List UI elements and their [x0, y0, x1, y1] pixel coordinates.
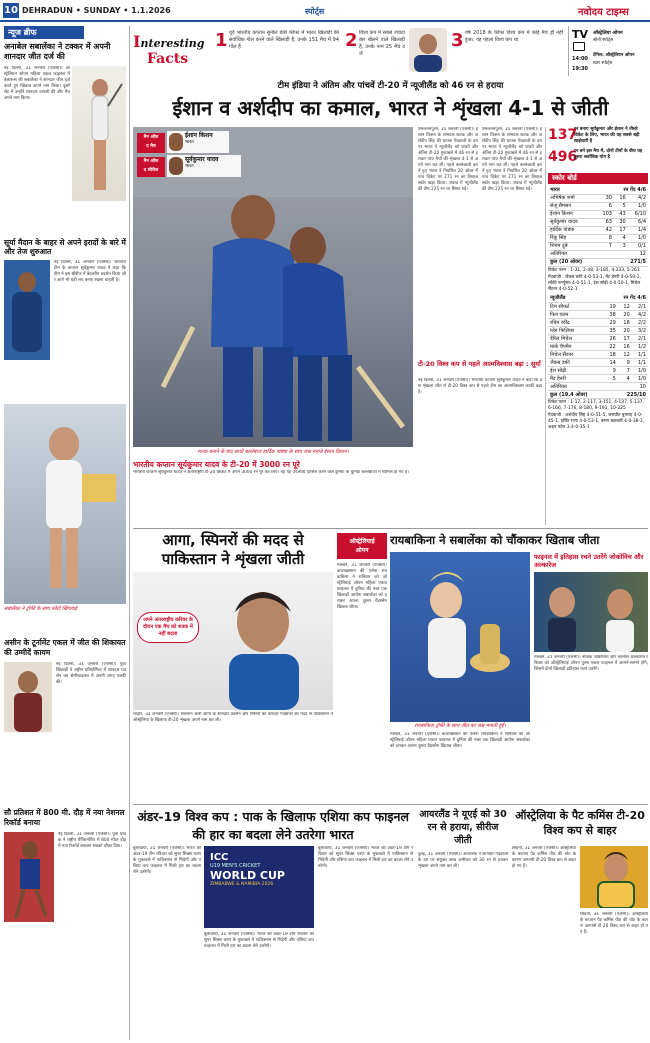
badge1-line2: द मैच [146, 144, 156, 149]
main-kicker: टीम इंडिया ने अंतिम और पांचवें टी-20 में न्यूजीलैंड को 46 रन से हराया [277, 81, 504, 91]
nz-scorecard [548, 295, 648, 400]
nz-cell: 1/0 [632, 375, 648, 383]
brief2-headline: सूर्या मैदान के बाहर से अपने इरादों के बारे में और तेज शुरुआत [4, 238, 126, 256]
name1: ईशान किशन [185, 132, 213, 139]
india-cell: 4/2 [628, 194, 648, 202]
nz-row [548, 311, 648, 319]
nz-cell: 16 [618, 343, 632, 351]
nz-cell: 1/2 [632, 343, 648, 351]
tennis-headline: रायबाकिना ने सबालेंका को चौंकाकर खिताब जीता [390, 533, 600, 547]
tennis-caption: रायबाकिना ट्रॉफी के साथ जीत का जश्न मनाती हुईं। [414, 723, 506, 729]
india-row [548, 202, 648, 210]
aus-body-col2: सिडनी, 31 जनवरी (एजेंसी)। ऑस्ट्रेलिया के कप्तान पैट कमिंस पीठ की चोट के कारण आगामी टी-20 विश्व कप से बाहर हो गए हैं। [580, 912, 648, 935]
tv-icon [573, 42, 585, 51]
facts-title: nteresting [140, 37, 205, 50]
u19-logo-host: ZIMBABWE & NAMIBIA 2026 [210, 882, 274, 887]
india-cell: 1/0 [628, 202, 648, 210]
nz-cell: ग्लेन फिलिप्स [548, 327, 604, 335]
tv-time2: 19:30 [572, 66, 588, 72]
india-cell: ईशान किशन [548, 210, 596, 218]
main-photo-caption: शतक बनाने के बाद साथी बल्लेबाज हार्दिक पांड्या के साथ जश्न मनाते ईशान किशन। [197, 449, 349, 455]
nz-cell: ईश सोढ़ी [548, 367, 604, 375]
name2: सूर्यकुमार यादव [185, 156, 219, 163]
page-number: 10 [4, 5, 18, 16]
stat1-text: रन बनाए सूर्यकुमार और ईशान ने तीसरे विकेट के लिए, भारत की यह सबसे बड़ी साझेदारी है [574, 127, 640, 144]
nz-cell: 35 [604, 327, 618, 335]
india-fow: विकेट पतन : 1-31, 2-48, 3-185, 4-233, 5-261 [548, 267, 640, 273]
tv-line1: ऑस्ट्रेलिया ओपन [593, 31, 623, 36]
tv-line2: सोनी स्पोर्ट्स [593, 38, 614, 43]
facts-title2: Facts [147, 51, 189, 67]
nz-cell: 19 [604, 303, 618, 311]
fact2-text: विश्व कप में सबसे ज्यादा बार खेलने वाले खिलाड़ी हैं, उनके नाम 25 मैच दर्ज [359, 30, 405, 57]
nz-cell: 3/2 [632, 327, 648, 335]
section-title: स्पोर्ट्स [305, 7, 325, 16]
tv-label: TV [572, 28, 589, 41]
nz-cell: 1/1 [632, 351, 648, 359]
nz-cell: मैट हेनरी [548, 375, 604, 383]
nz-cell: 1/0 [632, 367, 648, 375]
badge2-line2: द सीरीज [143, 168, 159, 173]
nz-cell: 18 [618, 319, 632, 327]
brief2-caption: सबालेंका ने ट्रॉफी के साथ फोटो खिंचवाई [4, 606, 78, 612]
nz-cell: 5 [604, 375, 618, 383]
aus-photo [580, 846, 648, 908]
india-cell: संजू सैमसन [548, 202, 596, 210]
brief-header: न्यूज ब्रीफ [4, 26, 84, 39]
tennis-tag [337, 533, 387, 559]
nz-cell: 9 [618, 359, 632, 367]
stat2-text: रन बने इस मैच में, दोनों टीमों के बीच यह दूसरा सर्वाधिक योग है [574, 149, 643, 160]
india-cell: 17 [614, 226, 628, 234]
pak-note: अपने अंतरराष्ट्रीय करियर के दौरान एक मैच को शतक में नहीं बदला [137, 612, 199, 643]
nz-cell: 2/1 [632, 303, 648, 311]
nz-cell: 7 [618, 367, 632, 375]
india-row [548, 242, 648, 250]
aus-headline: ऑस्ट्रेलिया के पैट कमिंस टी-20 विश्व कप से बाहर [515, 809, 645, 837]
india-cell: 5 [614, 202, 628, 210]
india-row [548, 234, 648, 242]
nz-head: न्यूजीलैंड [548, 295, 604, 303]
ireland-headline: आयरलैंड ने यूएई को 30 रन से हराया, सीरीज जीती [419, 809, 507, 846]
india-cell: 16 [614, 194, 628, 202]
tennis-photo [390, 552, 530, 722]
badge1 [137, 133, 165, 153]
total-value: 271/5 [596, 258, 648, 266]
india-row [548, 226, 648, 234]
nz-cell: 26 [604, 335, 618, 343]
sub-body: भारतीय कप्तान सूर्यकुमार यादव ने अंतरराष्ट्रीय टी-20 क्रिकेट में अपने 3000 रन पूरे कर लिए। वह यह उपलब्धि हासिल करने वाले दुनिया के चुनिंदा बल्लेबाजों में शामिल हो गए हैं। [133, 470, 409, 475]
pak-photo [133, 572, 333, 710]
india-cell: 30 [596, 194, 614, 202]
india-cell: अभिषेक शर्मा [548, 194, 596, 202]
nz-extras-label: अतिरिक्त [548, 383, 604, 391]
india-scorecard [548, 186, 648, 267]
u19-logo-icc: ICC [210, 852, 229, 863]
nz-cell: 18 [604, 351, 618, 359]
u19-body-col2: बुलावायो, 31 जनवरी (एजेंसी)। भारत की अंडर-19 टीम रविवार को सुपर सिक्स चरण के मुकाबले में पाकिस्तान से भिड़ेगी और एशिया कप फाइनल में मिली हार का बदला लेने उतरेगी। [204, 932, 314, 949]
nz-cell: रचिन रवींद्र [548, 319, 604, 327]
fact3-number: 3 [451, 30, 464, 51]
pak-body: लाहौर, 31 जनवरी (एजेंसी)। सलमान अली आगा के शानदार प्रदर्शन और स्पिनरों की धारदार गेंदबाजी की मदद से पाकिस्तान ने ऑस्ट्रेलिया के खिलाफ टी-20 शृंखला अपने नाम कर ली। [133, 712, 333, 723]
main-body-col2: तिरुवनंतपुरम, 31 जनवरी (एजेंसी)। ईशान किशन के शानदार शतक और अर्शदीप सिंह की घातक गेंदबाजी के दम पर भारत ने न्यूजीलैंड को पांचवें और अंतिम टी-20 मुकाबले में 46 रन से हराकर पांच मैचों की शृंखला 4-1 से अपने नाम कर ली। पहले बल्लेबाजी करते हुए भारत ने निर्धारित 20 ओवर में पांच विकेट पर 271 रन का विशाल स्कोर खड़ा किया। जवाब में न्यूजीलैंड की टीम 225 रन पर सिमट गई। [482, 127, 542, 192]
fact2-number: 2 [345, 30, 358, 51]
u19-body-col1: बुलावायो, 31 जनवरी (एजेंसी)। भारत की अंडर-19 टीम रविवार को सुपर सिक्स चरण के मुकाबले में पाकिस्तान से भिड़ेगी और एशिया कप फाइनल में मिली हार का बदला लेने उतरेगी। [133, 846, 201, 875]
fact3-text: वर्ष 2018 के फीफा विश्व कप में कोई मैच ड्रॉ नहीं हुआ, यह पहला विश्व कप था [465, 30, 563, 43]
india-cell: 43 [614, 210, 628, 218]
nz-cell: 12 [618, 303, 632, 311]
extras-value: 12 [596, 250, 648, 258]
nz-cell: 14 [604, 359, 618, 367]
brief1-photo [72, 66, 126, 201]
tennis-body2: मेलबर्न, 31 जनवरी (एजेंसी)। कजाखस्तान की एलेना रायबाकिना ने शनिवार को ऑस्ट्रेलियाई ओपन महिला एकल फाइनल में दुनिया की नंबर एक खिलाड़ी आर्यना सबालेंका को हराकर अपना दूसरा ग्रैंडस्लैम खिताब जीता। [390, 732, 530, 749]
nz-total-label: कुल (19.4 ओवर) [548, 391, 604, 399]
interesting-facts [133, 26, 565, 76]
nz-row [548, 335, 648, 343]
india-cell: रिंकू सिंह [548, 234, 596, 242]
nz-cell: 29 [604, 319, 618, 327]
nz-cell: 20 [618, 327, 632, 335]
u19-logo-main: WORLD CUP [210, 869, 285, 882]
u19-logo [204, 846, 314, 928]
india-cell: 4 [614, 234, 628, 242]
nz-cell: मार्क चैपमैन [548, 343, 604, 351]
nz-cell: 22 [604, 343, 618, 351]
india-cell: 1/0 [628, 234, 648, 242]
india-cell: 63 [596, 218, 614, 226]
stat1-number: 137 [548, 127, 578, 143]
india-head: भारत [548, 186, 596, 194]
name1-box [167, 131, 229, 153]
india-cell: 103 [596, 210, 614, 218]
india-cell: शिवम दुबे [548, 242, 596, 250]
nz-row [548, 319, 648, 327]
tv-line4: स्टार स्पोर्ट्स [593, 61, 613, 66]
brief2-photo [4, 260, 50, 360]
brief1-headline: अनाबेल सबालेंका ने टक्कर में अपनी शानदार जीत दर्ज की [4, 42, 111, 61]
india-cell: 7 [596, 242, 614, 250]
tv-time1: 14:00 [572, 56, 588, 62]
nz-cell: मिचेल सैंटनर [548, 351, 604, 359]
india-cell: 6/10 [628, 210, 648, 218]
tv-line3: टेनिस: ऑस्ट्रेलियन ओपन [593, 53, 635, 58]
u19-headline: अंडर-19 विश्व कप : पाक के खिलाफ एशिया कप फाइनल की हार का बदला लेने उतरेगा भारत [137, 809, 409, 842]
nz-cell: 4 [618, 375, 632, 383]
aus-body-col1: सिडनी, 31 जनवरी (एजेंसी)। ऑस्ट्रेलिया के कप्तान पैट कमिंस पीठ की चोट के कारण आगामी टी-20 विश्व कप से बाहर हो गए हैं। [512, 846, 576, 869]
u19-body-col3: बुलावायो, 31 जनवरी (एजेंसी)। भारत की अंडर-19 टीम रविवार को सुपर सिक्स चरण के मुकाबले में पाकिस्तान से भिड़ेगी और एशिया कप फाइनल में मिली हार का बदला लेने उतरेगी। [318, 846, 413, 869]
nz-cell: 9 [604, 367, 618, 375]
paper-name: नवोदय टाइम्स [578, 7, 629, 18]
tennis-tag-line1: ऑस्ट्रेलियाई [349, 538, 375, 545]
nz-total-value: 225/10 [604, 391, 648, 399]
tennis-sub-body: मेलबर्न, 31 जनवरी (एजेंसी)। नोवाक जोकोविच और कार्लोस अल्कारेज रविवार को ऑस्ट्रेलियाई ओपन पुरुष एकल फाइनल में आमने-सामने होंगे, जिसमें दोनों खिलाड़ी इतिहास रचने उतरेंगे। [534, 655, 648, 672]
main-headline: ईशान व अर्शदीप का कमाल, भारत ने शृंखला 4-1 से जीती [172, 96, 609, 120]
score-title: स्कोर बोर्ड [548, 173, 648, 184]
masthead [0, 0, 650, 22]
sub-headline: भारतीय कप्तान सूर्यकुमार यादव के टी-20 में 3000 रन पूरे [133, 460, 300, 469]
india-cell: सूर्यकुमार यादव [548, 218, 596, 226]
brief3-headline: असीन के टूर्नामेंट एकल में जीत की शिकायत की उम्मीदें कायम [4, 638, 126, 657]
india-row [548, 194, 648, 202]
nz-cell: टिम सीफर्ट [548, 303, 604, 311]
badge1-line1: मैन ऑफ [143, 135, 159, 140]
badge2-line1: मैन ऑफ [143, 159, 159, 164]
india-cell: 30 [614, 218, 628, 226]
facts-title-i: I [133, 32, 141, 51]
nz-cell: 17 [618, 335, 632, 343]
india-cell: 0/1 [628, 242, 648, 250]
t20-body: नई दिल्ली, 31 जनवरी (एजेंसी)। भारतीय कप्तान सूर्यकुमार यादव ने कहा कि इस शृंखला जीत से टी-20 विश्व कप से पहले टीम का आत्मविश्वास काफी बढ़ा है। [418, 378, 542, 456]
nz-cell: डेरिल मिचेल [548, 335, 604, 343]
nz-cell: 20 [618, 311, 632, 319]
india-cell: 6/4 [628, 218, 648, 226]
nz-cell: फिन एलन [548, 311, 604, 319]
india-row [548, 210, 648, 218]
nz-cell: 2/1 [632, 335, 648, 343]
pak-headline: आगा, स्पिनरों की मदद से पाकिस्तान ने शृंखला जीती [161, 531, 305, 568]
nz-row [548, 303, 648, 311]
india-bowling: गेंदबाजी : अर्शदीप सिंह 4-0-51-5, जसप्रीत बुमराह 4-0-45-1, हर्षित राणा 4-0-53-1, वरुण चक्रवर्ती 4-0-38-2, अक्षर पटेल 3.4-0-35-1 [548, 413, 645, 430]
nz-cell: 2/2 [632, 319, 648, 327]
india-cell: 8 [596, 234, 614, 242]
role2: भारत [185, 164, 194, 169]
nz-bowling: गेंदबाजी : जैकब डफी 4-0-53-1, मैट हेनरी 4-0-59-1, लॉकी फर्ग्यूसन 4-0-51-1, ईश सोढ़ी 4-0-50-1, मिचेल सैंटनर 4-0-52-1 [548, 274, 641, 292]
nz-row [548, 351, 648, 359]
total-label: कुल (20 ओवर) [548, 258, 596, 266]
t20-headline: टी-20 विश्व कप से पहले आत्मविश्वास बढ़ा : सूर्या [418, 360, 541, 368]
extras-label: अतिरिक्त [548, 250, 596, 258]
main-photo [133, 127, 413, 447]
fact1-text: पूर्व भारतीय कप्तान सुनील छेत्री फीफा में भारत खिलाड़ी की सर्वाधिक गोल करने वाले खिलाड़ी हैं, उनके 151 मैच में 94 गोल हैं [229, 30, 339, 50]
stat2-number: 496 [548, 149, 578, 165]
nz-row [548, 327, 648, 335]
fact-portrait [409, 28, 447, 72]
nz-row [548, 375, 648, 383]
nz-cell: 4/2 [632, 311, 648, 319]
city-date: DEHRADUN • SUNDAY • 1.1.2026 [22, 6, 171, 15]
brief4-body: नई दिल्ली, 31 जनवरी (एजेंसी)। युवा धावक ने राष्ट्रीय चैंपियनशिप में 800 मीटर दौड़ में नया रिकॉर्ड बनाकर सबको चौंका दिया। [58, 832, 126, 849]
brief3-photo [4, 662, 52, 732]
india-row [548, 218, 648, 226]
tennis-body: मेलबर्न, 31 जनवरी (एजेंसी)। कजाखस्तान की एलेना रायबाकिना ने शनिवार को ऑस्ट्रेलियाई ओपन महिला एकल फाइनल में दुनिया की नंबर एक खिलाड़ी आर्यना सबालेंका को हराकर अपना दूसरा ग्रैंडस्लैम खिताब जीता। [337, 563, 387, 610]
brief4-headline: सौ प्रतिशत में 800 मी. दौड़ में नया नेशनल रिकॉर्ड बनाया [4, 808, 125, 827]
india-cell: 6 [596, 202, 614, 210]
nz-cols: रन गेंद 4/6 [604, 295, 648, 303]
tennis-sub-photo [534, 572, 648, 652]
main-body-col1: तिरुवनंतपुरम, 31 जनवरी (एजेंसी)। ईशान किशन के शानदार शतक और अर्शदीप सिंह की घातक गेंदबाजी के दम पर भारत ने न्यूजीलैंड को पांचवें और अंतिम टी-20 मुकाबले में 46 रन से हराकर पांच मैचों की शृंखला 4-1 से अपने नाम कर ली। पहले बल्लेबाजी करते हुए भारत ने निर्धारित 20 ओवर में पांच विकेट पर 271 रन का विशाल स्कोर खड़ा किया। जवाब में न्यूजीलैंड की टीम 225 रन पर सिमट गई। [418, 127, 478, 192]
role1: भारत [185, 140, 194, 145]
nz-cell: 1/1 [632, 359, 648, 367]
india-cols: रन गेंद 4/6 [596, 186, 648, 194]
news-brief-column [4, 26, 126, 1040]
nz-row [548, 359, 648, 367]
india-cell: हार्दिक पांड्या [548, 226, 596, 234]
badge2 [137, 157, 165, 177]
brief3-body: नई दिल्ली, 31 जनवरी (एजेंसी)। युवा खिलाड़ी ने राष्ट्रीय प्रतियोगिता में शानदार प्रदर्शन कर सेमीफाइनल में अपनी जगह पक्की की। [56, 662, 126, 685]
india-cell: 1/4 [628, 226, 648, 234]
nz-row [548, 367, 648, 375]
ireland-body: दुबई, 31 जनवरी (एजेंसी)। आयरलैंड ने शानदार गेंदबाजी के दम पर संयुक्त अरब अमीरात को 30 रन से हराकर शृंखला अपने नाम कर ली। [418, 852, 508, 869]
india-cell: 42 [596, 226, 614, 234]
brief4-photo [4, 832, 54, 922]
name2-box [167, 155, 241, 177]
tennis-tag-line2: ओपन [355, 547, 369, 554]
nz-extras-value: 10 [604, 383, 648, 391]
nz-fow: विकेट पतन : 1-17, 2-117, 3-151, 4-137, 5-137, 6-166, 7-176, 8-180, 9-191, 10-225 [548, 400, 644, 411]
brief1-body: नई दिल्ली, 31 जनवरी (एजेंसी)। ऑस्ट्रेलियन ओपन महिला एकल फाइनल में बेलारूस की सबालेंका ने शानदार जीत दर्ज करते हुए खिताब अपने नाम किया। दूसरे सेट में उन्होंने शानदार वापसी की और मैच अपने नाम किया। [4, 66, 70, 101]
india-cell: 3 [614, 242, 628, 250]
u19-logo-sub: U19 MEN'S CRICKET [210, 863, 261, 869]
tv-schedule [568, 26, 648, 76]
nz-row [548, 343, 648, 351]
nz-cell: 12 [618, 351, 632, 359]
tennis-sub-headline: फाइनल में इतिहास रचने उतरेंगे जोकोविच और अल्कारेज [534, 553, 644, 569]
side-stats [548, 127, 648, 527]
fact1-number: 1 [215, 30, 228, 51]
brief2-photo-large [4, 404, 126, 604]
nz-cell: 38 [604, 311, 618, 319]
nz-cell: जैकब डफी [548, 359, 604, 367]
brief2-body: नई दिल्ली, 31 जनवरी (एजेंसी)। भारतीय टीम के कप्तान सूर्यकुमार यादव ने कहा कि टीम ने इस सीरीज में बेहतरीन प्रदर्शन किया और आगे भी यही लय बनाए रखना चाहती है। [54, 260, 126, 283]
